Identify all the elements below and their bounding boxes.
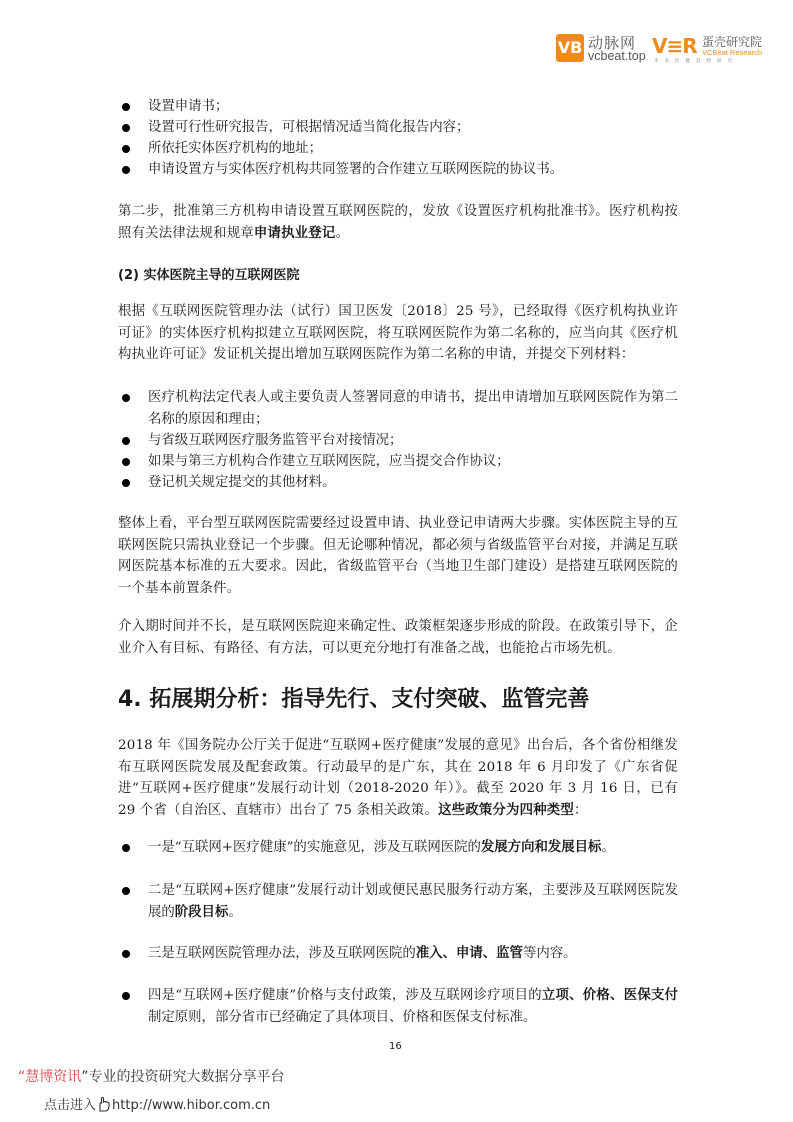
list-item-text: 三是互联网医院管理办法，涉及互联网医院的 xyxy=(148,946,416,961)
bold-text: 立项、价格、医保支付 xyxy=(541,988,679,1003)
list-item xyxy=(118,387,678,430)
bullet-icon xyxy=(122,844,130,852)
list-item-text: 申请设置方与实体医疗机构共同签署的合作建立互联网医院的协议书。 xyxy=(148,162,564,177)
list-item-text: 所依托实体医疗机构的地址； xyxy=(148,141,323,156)
vbr-logo-cn: 蛋壳研究院 xyxy=(702,35,763,49)
quote-mark: ” xyxy=(81,1069,89,1085)
list-item-text: 二是“互联网+医疗健康”发展行动计划或便民惠民服务行动方案，主要涉及互联网医院发展的 xyxy=(148,883,678,920)
list-item-text: 如果与第三方机构合作建立互联网医院，应当提交合作协议； xyxy=(148,454,510,469)
list-item xyxy=(118,117,678,139)
list-item-text: 医疗机构法定代表人或主要负责人签署同意的申请书，提出申请增加互联网医院作为第二名称的原因和理由； xyxy=(148,390,678,427)
bullet-icon xyxy=(122,124,130,132)
paragraph xyxy=(118,735,678,821)
list-item-text: 。 xyxy=(228,904,242,920)
bullet-icon xyxy=(122,950,130,958)
bullet-icon xyxy=(122,103,130,111)
subheading: (2) 实体医院主导的互联网医院 xyxy=(118,268,300,283)
quote-mark: “ xyxy=(18,1069,26,1085)
vcbeat-logo-text: 动脉网 xyxy=(588,34,637,52)
bold-text: 阶段目标 xyxy=(174,904,229,920)
list-item xyxy=(118,837,678,859)
paragraph-text: 2018 年《国务院办公厅关于促进“互联网+医疗健康”发展的意见》出台后，各个省份相继发布互联网医院发展及配套政策。行动最早的是广东，其在 2018 年 6 月印发了《广东省促进“互联网+医疗健康”发展行动计划（2018-2020 年）》。截至 2020 年 3 月 16 日，已有 29 个省（自治区、直辖市）出台了 75 条相关政策。 xyxy=(118,738,678,818)
page-number: 16 xyxy=(389,1041,402,1052)
footer-brand: 慧博资讯 xyxy=(25,1069,82,1085)
list-item xyxy=(118,451,678,473)
vcbeat-logo-url: vcbeat.top xyxy=(588,49,646,63)
section-heading: 4. 拓展期分析：指导先行、支付突破、监管完善 xyxy=(118,687,590,712)
bold-text: 发展方向和发展目标 xyxy=(480,840,602,855)
list-item-text: 制定原则，部分省市已经确定了具体项目、价格和医保支付标准。 xyxy=(148,1009,537,1025)
footer-url-link[interactable]: http://www.hibor.com.cn xyxy=(112,1098,271,1113)
bullet-icon xyxy=(122,437,130,445)
paragraph: 整体上看，平台型互联网医院需要经过设置申请、执业登记申请两大步骤。实体医院主导的互联网医院只需执业登记一个步骤。但无论哪种情况，都必须与省级监管平台对接，并满足互联网医院基本标准的五大要求。因此，省级监管平台（当地卫生部门建设）是搭建互联网医院的一个基本前置条件。 xyxy=(118,516,678,596)
bullet-icon xyxy=(122,145,130,153)
bullet-icon xyxy=(122,479,130,487)
footer-slogan xyxy=(18,1066,285,1086)
list-item xyxy=(118,472,678,494)
bullet-icon xyxy=(122,887,130,895)
bullet-icon xyxy=(122,458,130,466)
list-item-text: 一是“互联网+医疗健康”的实施意见，涉及互联网医院的 xyxy=(148,840,481,855)
paragraph-text: 。 xyxy=(335,225,350,241)
list-item-text: 与省级互联网医疗服务监管平台对接情况； xyxy=(148,433,403,448)
bullet-icon xyxy=(122,394,130,402)
list-item-text: 设置可行性研究报告，可根据情况适当简化报告内容； xyxy=(148,120,470,135)
footer-link-row xyxy=(44,1094,270,1113)
bullet-icon xyxy=(122,992,130,1000)
vbr-logo-tagline: 未来医健趋势研究 xyxy=(654,59,738,64)
paragraph xyxy=(118,201,678,244)
paragraph: 介入期时间并不长，是互联网医院迎来确定性、政策框架逐步形成的阶段。在政策引导下，企业介入有目标、有路径、有方法，可以更充分地打有准备之战，也能抢占市场先机。 xyxy=(118,619,678,656)
list-item-text: 登记机关规定提交的其他材料。 xyxy=(148,475,336,490)
list-item-text: 四是“互联网+医疗健康”价格与支付政策，涉及互联网诊疗项目的 xyxy=(148,988,542,1003)
bold-text: 这些政策分为四种类型 xyxy=(438,802,574,818)
vcbeat-logo-mark: VB xyxy=(556,34,584,62)
bullet-icon xyxy=(122,166,130,174)
list-item xyxy=(118,159,678,181)
list-item xyxy=(118,985,678,1028)
list-item xyxy=(118,430,678,452)
list-item xyxy=(118,943,678,965)
pointing-hand-icon xyxy=(96,1096,112,1112)
list-item xyxy=(118,880,678,923)
vbr-logo-mark: V≡R xyxy=(652,34,697,58)
paragraph-text: 第二步，批准第三方机构申请设置互联网医院的，发放《设置医疗机构批准书》。医疗机构按照有关法律法规和规章 xyxy=(118,204,678,241)
footer-slogan-text: 专业的投资研究大数据分享平台 xyxy=(88,1069,285,1085)
list-item xyxy=(118,96,678,118)
list-item-text: 设置申请书； xyxy=(148,99,229,114)
list-item xyxy=(118,138,678,160)
vbr-logo-en: VCBeat Research xyxy=(702,48,763,57)
list-item-text: 等内容。 xyxy=(522,946,577,961)
bold-text: 准入、申请、监管 xyxy=(415,946,523,961)
list-item-text: 。 xyxy=(601,840,615,855)
paragraph-text: ： xyxy=(573,802,588,818)
footer-enter-text: 点击进入 xyxy=(44,1098,97,1113)
bold-text: 申请执业登记 xyxy=(253,225,336,241)
paragraph: 根据《互联网医院管理办法（试行）国卫医发〔2018〕25 号》，已经取得《医疗机构执业许可证》的实体医疗机构拟建立互联网医院，将互联网医院作为第二名称的，应当向其《医疗机构执业许可证》发证机关提出增加互联网医院作为第二名称的申请，并提交下列材料： xyxy=(118,304,678,362)
